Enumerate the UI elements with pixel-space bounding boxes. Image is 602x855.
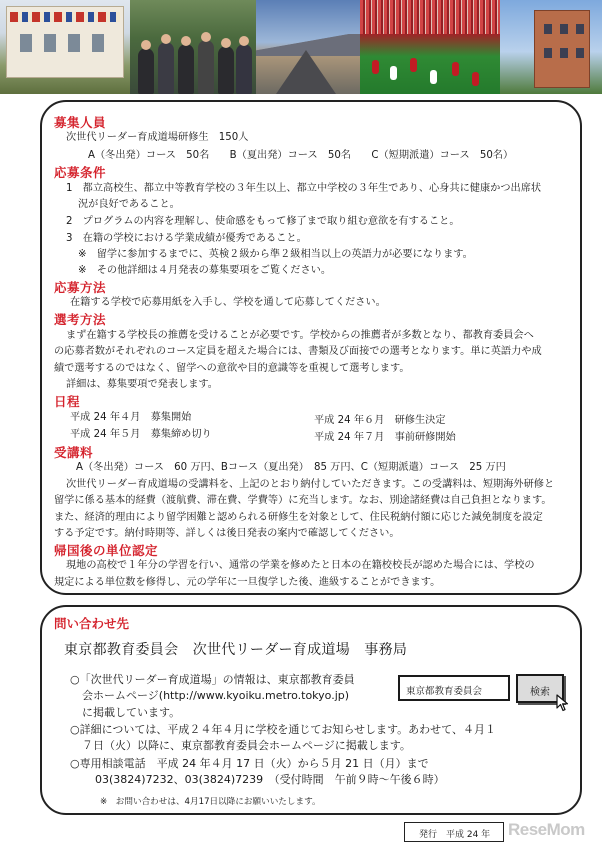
contact-hotline: ○専用相談電話 平成 24 年４月 17 日（火）から５月 21 日（月）まで [70, 757, 429, 770]
credit-heading: 帰国後の単位認定 [54, 543, 159, 558]
contact-info-1-cont: に掲載しています。 [82, 706, 181, 719]
issued-label: 発行 平成 24 年 [404, 822, 504, 842]
schedule-heading: 日程 [54, 394, 81, 409]
eligibility-heading: 応募条件 [54, 165, 107, 180]
selection-heading: 選考方法 [54, 312, 107, 327]
contact-heading: 問い合わせ先 [54, 616, 130, 631]
selection-line-2: の応募者数がそれぞれのコース定員を超えた場合には、書類及び面接での選考となります。単に英語力や成 [54, 346, 542, 357]
credit-line-1: 現地の高校で１年分の学習を行い、通常の学業を修めたと日本の在籍校校長が認めた場合には、学校の [66, 560, 535, 571]
contact-info-2: ○詳細については、平成２４年４月に学校を通じてお知らせします。あわせて、４月１ [70, 723, 496, 736]
credit-line-2: 規定による単位数を修得し、元の学年に一旦復学した後、進級することができます。 [54, 577, 441, 588]
schedule-row-2-left: 平成 24 年５月 募集締め切り [70, 429, 212, 440]
photo-student-group [130, 0, 256, 94]
fee-line-3: また、経済的理由により留学困難と認められる研修生を対象として、住民税納付額に応じた減免制度を設定 [54, 512, 543, 523]
contact-info-2-cont: ７日（火）以降に、東京都教育委員会ホームページに掲載します。 [82, 739, 411, 752]
selection-line-1: まず在籍する学校長の推薦を受けることが必要です。学校からの推薦者が多数となり、都教育委員会へ [66, 330, 534, 341]
contact-info-1: ○「次世代リーダー育成道場」の情報は、東京都教育委員 [70, 673, 355, 686]
mouse-cursor-icon [556, 694, 570, 712]
selection-line-3: 績で選考するのではなく、留学への意欲や目的意識等を重視して選考します。 [54, 363, 410, 374]
contact-phone-numbers: 03(3824)7232、03(3824)7239 （受付時間 午前９時～午後６時） [95, 773, 445, 786]
fee-prices: A（冬出発）コース 60 万円、Bコース（夏出発） 85 万円、C（短期派遣）コース 25 万円 [76, 462, 506, 473]
selection-line-4: 詳細は、募集要項で発表します。 [66, 379, 218, 390]
eligibility-item-2: 2 プログラムの内容を理解し、使命感をもって修了まで取り組む意欲を有すること。 [66, 216, 460, 227]
fee-line-4: する予定です。納付時期等、詳しくは後日発表の案内で確認してください。 [54, 528, 400, 539]
recruitment-heading: 募集人員 [54, 115, 107, 130]
photo-campus-tower [500, 0, 602, 94]
eligibility-note-2: ※ その他詳細は４月発表の募集要項をご覧ください。 [78, 265, 332, 276]
contact-note: ※ お問い合わせは、4月17日以降にお願いいたします。 [100, 797, 321, 807]
fee-heading: 受講料 [54, 445, 94, 460]
schedule-row-1-left: 平成 24 年４月 募集開始 [70, 412, 192, 423]
photo-school-building [0, 0, 130, 94]
fee-line-1: 次世代リーダー育成道場の受講料を、上記のとおり納付していただきます。この受講料は、短期海外研修と [66, 479, 555, 490]
eligibility-item-3: 3 在籍の学校における学業成績が優秀であること。 [66, 233, 307, 244]
schedule-row-1-right: 平成 24 年６月 研修生決定 [314, 415, 446, 426]
eligibility-note-1: ※ 留学に参加するまでに、英検２級から準２級相当以上の英語力が必要になります。 [78, 249, 473, 260]
contact-homepage-url[interactable]: 会ホームページ(http://www.kyoiku.metro.tokyo.jp) [82, 689, 350, 702]
photo-banner [0, 0, 602, 94]
search-input[interactable]: 東京都教育委員会 [398, 675, 510, 701]
schedule-row-2-right: 平成 24 年７月 事前研修開始 [314, 432, 456, 443]
photo-desert-road [256, 0, 360, 94]
fee-line-2: 留学に係る基本的経費（渡航費、滞在費、学費等）に充当します。なお、別途諸経費は自己負担となります。 [54, 495, 552, 506]
search-button[interactable]: 検索 [516, 674, 564, 703]
eligibility-item-1-cont: 況が良好であること。 [78, 199, 180, 210]
recruitment-courses: A（冬出発）コース 50名 B（夏出発）コース 50名 C（短期派遣）コース 50名） [88, 150, 514, 161]
recruitment-total: 次世代リーダー育成道場研修生 150人 [66, 132, 249, 143]
application-text: 在籍する学校で応募用紙を入手し、学校を通して応募してください。 [70, 297, 386, 308]
eligibility-item-1: 1 都立高校生、都立中等教育学校の３年生以上、都立中学校の３年生であり、心身共に健康かつ出席状 [66, 183, 542, 194]
contact-organization: 東京都教育委員会 次世代リーダー育成道場 事務局 [64, 642, 408, 658]
application-heading: 応募方法 [54, 280, 107, 295]
photo-football-game [360, 0, 500, 94]
resemom-watermark-logo: ReseMom [508, 820, 585, 839]
